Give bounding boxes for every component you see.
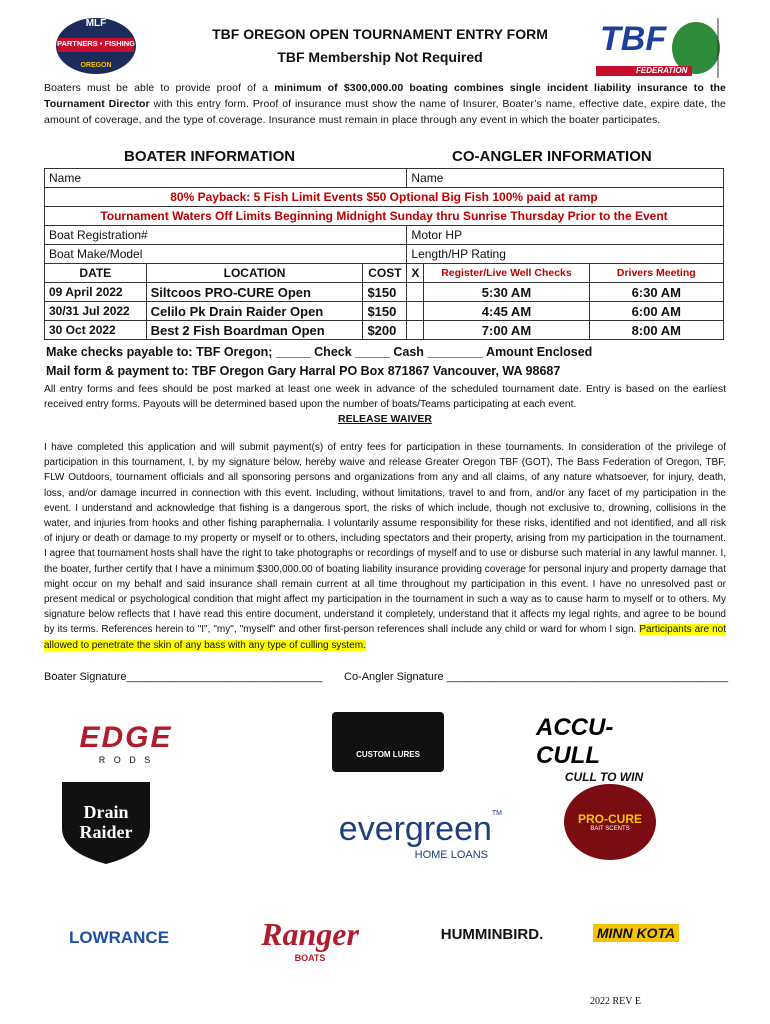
event-row bbox=[45, 321, 724, 340]
custom-lures-text: CUSTOM LURES bbox=[356, 749, 420, 759]
intro-text-1: Boaters must be able to provide proof of a bbox=[44, 82, 275, 94]
coangler-signature-line[interactable]: Co-Angler Signature ______________________________________________ bbox=[344, 671, 729, 683]
event-date: 09 April 2022 bbox=[45, 283, 147, 302]
intro-bold-text: minimum of $300,000.00 boating combines single incident liability insurance to the Tournament Director bbox=[44, 82, 726, 110]
event-checks-time: 7:00 AM bbox=[424, 321, 589, 340]
lowrance-text: LOWRANCE bbox=[68, 928, 170, 947]
ranger-text: Ranger bbox=[261, 915, 359, 952]
cost-column-header: COST bbox=[363, 264, 407, 283]
mail-to-line: Mail form & payment to: TBF Oregon Gary Harral PO Box 871867 Vancouver, WA 98687 bbox=[46, 364, 561, 378]
event-location: Celilo Pk Drain Raider Open bbox=[146, 302, 363, 321]
waiver-body: I have completed this application and will submit payment(s) of entry fees for participation in these tournaments. In consideration of the privilege of participation in this tournament, I, by my signature below, hereby waive and release Greater Oregon TBF (GOT), The Bass Federation of Oregon, TBF, FLW Outdoors, tournament officials and all sponsoring persons and organizations from any and all claims, of any nature whatsoever, for injury, death, loss, and/or damage incurred in connection with this event. Including, without limitations, travel to and from, and/or any facet of my participation in the event. I understand and acknowledge that fishing is a dangerous sport, the risks of which include, though not exclusive to, drowning, collisions in the water, and injuries from hooks and other fishing paraphernalia. I voluntarily assume responsibility for these risks, identified and not identified, and all risk of injury or death or damage to my property or myself or to others, including spectators and their property, arising from my participation in the tournament. I agree that tournament hosts shall have the right to take photographs or recordings of myself and to use or disburse such material in any lawful manner. I, the boater, further certify that I have a minimum $300,000.00 of boating liability insurance providing coverage for personal injury and property damage that might occur on my behalf and said insurance shall remain current at all time throughout my participation in this event. I have no unresolved past or present medical or psychological condition that might affect my participation in the tournament in such a way as to cause harm to myself or to others. My signature below reflects that I have read this entire document, understand it completely, understand that it affects my legal rights, and agree to be bound by its terms. References herein to "I", "my", "myself" and other first-person references shall include any child or ward for whom I sign. bbox=[44, 442, 726, 636]
event-cost: $150 bbox=[363, 283, 407, 302]
humminbird-logo bbox=[422, 916, 562, 952]
event-date: 30/31 Jul 2022 bbox=[45, 302, 147, 321]
coangler-name-field[interactable]: Name bbox=[407, 169, 724, 188]
event-meeting-time: 6:00 AM bbox=[589, 302, 723, 321]
evergreen-logo bbox=[302, 806, 502, 864]
accu-cull-logo bbox=[536, 714, 672, 784]
page-title: TBF OREGON OPEN TOURNAMENT ENTRY FORM bbox=[212, 26, 548, 42]
home-loans-text: HOME LOANS bbox=[414, 848, 488, 861]
checks-column-header: Register/Live Well Checks bbox=[424, 264, 589, 283]
entry-deadline-note: All entry forms and fees should be post marked at least one week in advance of the scheduled tournament date. Entry is based on the earliest received entry forms. Payouts will be determined based upon the number of boats/Teams participating at each event. bbox=[44, 384, 726, 411]
humminbird-text: HUMMINBIRD. bbox=[440, 925, 544, 943]
raider-text: Raider bbox=[79, 822, 133, 842]
pro-cure-logo bbox=[564, 784, 656, 860]
culling-highlight: Participants are not allowed to penetrate the skin of any bass with any type of culling system. bbox=[44, 624, 726, 651]
tbf-federation-logo bbox=[596, 18, 722, 78]
minn-kota-text: MINN KOTA bbox=[593, 924, 679, 942]
off-limits-notice: Tournament Waters Off Limits Beginning Midnight Sunday thru Sunrise Thursday Prior to the Event bbox=[45, 207, 724, 226]
minn-kota-logo bbox=[572, 918, 700, 948]
motor-hp-field[interactable]: Motor HP bbox=[407, 226, 724, 245]
event-meeting-time: 8:00 AM bbox=[589, 321, 723, 340]
edge-rods-text: R O D S bbox=[98, 755, 154, 765]
boater-name-field[interactable]: Name bbox=[45, 169, 407, 188]
insurance-intro bbox=[44, 80, 726, 128]
custom-lures-logo bbox=[332, 712, 444, 772]
evergreen-tm: TM bbox=[491, 809, 502, 817]
tbf-logo-text: TBF bbox=[600, 20, 667, 58]
event-checks-time: 4:45 AM bbox=[424, 302, 589, 321]
bait-scents-text: BAIT SCENTS bbox=[590, 826, 630, 832]
entry-form-table bbox=[44, 168, 724, 340]
boat-registration-field[interactable]: Boat Registration# bbox=[45, 226, 407, 245]
boater-info-heading: BOATER INFORMATION bbox=[124, 148, 296, 165]
coangler-info-heading: CO-ANGLER INFORMATION bbox=[452, 148, 652, 165]
drain-text: Drain bbox=[83, 802, 129, 822]
event-row bbox=[45, 302, 724, 321]
logo-mlf-text: MLF bbox=[85, 18, 107, 29]
ranger-boats-text: BOATS bbox=[294, 952, 326, 963]
event-row bbox=[45, 283, 724, 302]
length-hp-field[interactable]: Length/HP Rating bbox=[407, 245, 724, 264]
revision-label: 2022 REV E bbox=[590, 996, 641, 1007]
lowrance-logo bbox=[54, 924, 184, 952]
federation-logo-text: FEDERATION bbox=[636, 66, 688, 75]
logo-partners-text: PARTNERS • FISHING bbox=[57, 39, 135, 48]
location-column-header: LOCATION bbox=[146, 264, 363, 283]
event-select-box[interactable] bbox=[407, 321, 424, 340]
event-location: Siltcoos PRO-CURE Open bbox=[146, 283, 363, 302]
accu-cull-text: ACCU-CULL bbox=[536, 714, 614, 769]
mlf-partners-logo bbox=[52, 12, 140, 76]
intro-text-2: with this entry form. Proof of insurance must show the name of Insurer, Boater’s name, effective date, expire date, the amount of coverage, and the type of coverage. Insurance must remain in place through any event in which the boater participates. bbox=[44, 98, 726, 126]
release-waiver-heading: RELEASE WAIVER bbox=[338, 413, 432, 425]
event-meeting-time: 6:30 AM bbox=[589, 283, 723, 302]
ranger-boats-logo bbox=[254, 904, 366, 974]
event-date: 30 Oct 2022 bbox=[45, 321, 147, 340]
edge-rods-logo bbox=[56, 716, 196, 770]
pro-cure-text: PRO-CURE bbox=[577, 812, 642, 826]
event-cost: $150 bbox=[363, 302, 407, 321]
boater-signature-line[interactable]: Boater Signature________________________________ bbox=[44, 671, 323, 683]
page-subtitle: TBF Membership Not Required bbox=[277, 49, 483, 65]
event-location: Best 2 Fish Boardman Open bbox=[146, 321, 363, 340]
select-column-header: X bbox=[407, 264, 424, 283]
release-waiver-text bbox=[44, 440, 726, 653]
logo-oregon-text: OREGON bbox=[80, 62, 112, 69]
checks-payable-line: Make checks payable to: TBF Oregon; _____ Check _____ Cash ________ Amount Enclosed bbox=[46, 345, 593, 359]
event-select-box[interactable] bbox=[407, 283, 424, 302]
edge-logo-text: EDGE bbox=[79, 721, 173, 754]
event-cost: $200 bbox=[363, 321, 407, 340]
event-select-box[interactable] bbox=[407, 302, 424, 321]
evergreen-text: evergreen bbox=[338, 809, 492, 848]
event-checks-time: 5:30 AM bbox=[424, 283, 589, 302]
payback-notice: 80% Payback: 5 Fish Limit Events $50 Optional Big Fish 100% paid at ramp bbox=[45, 188, 724, 207]
boat-make-field[interactable]: Boat Make/Model bbox=[45, 245, 407, 264]
drain-raider-logo bbox=[56, 778, 156, 866]
date-column-header: DATE bbox=[45, 264, 147, 283]
meeting-column-header: Drivers Meeting bbox=[589, 264, 723, 283]
cull-to-win-text: CULL TO WIN bbox=[564, 770, 644, 784]
